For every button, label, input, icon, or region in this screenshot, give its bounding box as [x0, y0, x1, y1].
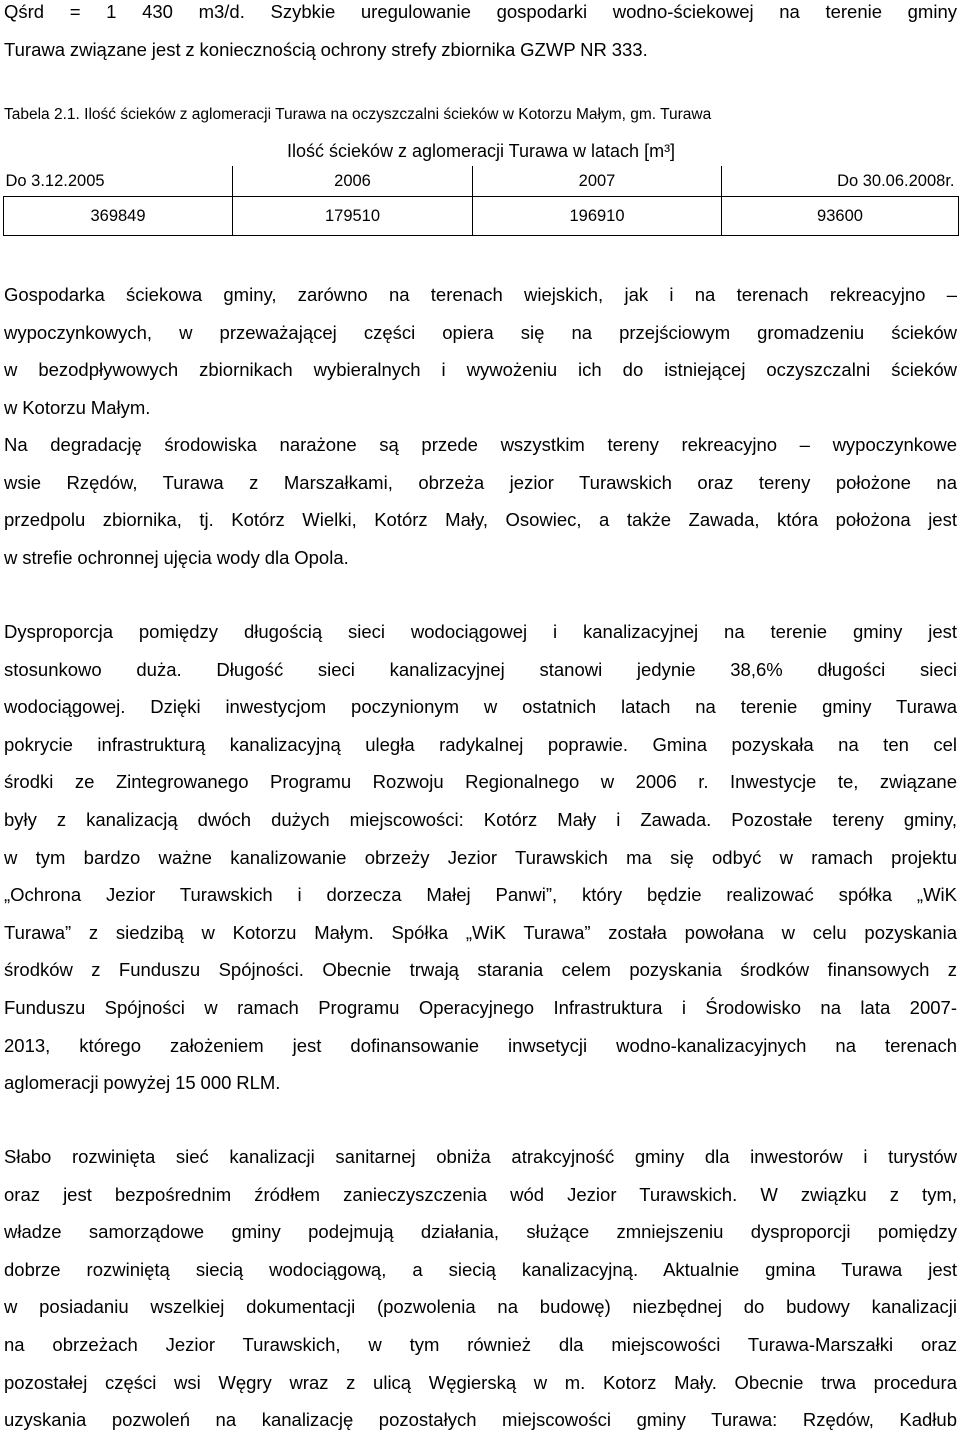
text-line: władze samorządowe gminy podejmują działania, służące zmniejszeniu dysproporcji pomiędzy — [4, 1221, 957, 1243]
text-line: w tym bardzo ważne kanalizowanie obrzeży Jezior Turawskich ma się odbyć w ramach projektu — [4, 846, 957, 868]
text-line: uzyskania pozwoleń na kanalizację pozostałych miejscowości gminy Turawa: Rzędów, Kadłub — [4, 1409, 957, 1431]
text-line: pokrycie infrastrukturą kanalizacyjną uległa radykalnej poprawie. Gmina pozyskała na ten cel — [4, 733, 957, 755]
text-line: w posiadaniu wszelkiej dokumentacji (pozwolenia na budowę) niezbędnej do budowy kanalizacji — [4, 1296, 957, 1318]
table-header: Ilość ścieków z aglomeracji Turawa w latach [m³] — [286, 140, 676, 161]
text-line: Qśrd = 1 430 m3/d. Szybkie uregulowanie gospodarki wodno-ściekowej na terenie gminy — [4, 1, 957, 22]
text-line: w bezodpływowych zbiornikach wybieralnych i wywożeniu ich do istniejącej oczyszczalni ścieków — [4, 359, 957, 381]
text-line: dobrze rozwiniętą siecią wodociągową, a siecią kanalizacyjną. Aktualnie gmina Turawa jest — [4, 1258, 957, 1280]
text-line: w Kotorzu Małym. — [4, 396, 151, 418]
table-cell: 196910 — [473, 197, 722, 236]
table-cell: 179510 — [233, 197, 473, 236]
text-line: Turawa” z siedzibą w Kotorzu Małym. Spółka „WiK Turawa” została powołana w celu pozyskania — [4, 921, 957, 943]
column-header: 2006 — [233, 166, 473, 197]
text-line: pozostałej części wsi Węgry wraz z ulicą Węgierską w m. Kotorz Mały. Obecnie trwa procedura — [4, 1371, 957, 1393]
text-line: wypoczynkowych, w przeważającej części opiera się na przejściowym gromadzeniu ścieków — [4, 321, 957, 343]
text-line: były z kanalizacją dwóch dużych miejscowości: Kotórz Mały i Zawada. Pozostałe tereny gminy, — [4, 808, 957, 830]
column-header: Do 30.06.2008r. — [722, 166, 959, 197]
text-line: stosunkowo duża. Długość sieci kanalizacyjnej stanowi jedynie 38,6% długości sieci — [4, 658, 957, 680]
text-line: środków z Funduszu Spójności. Obecnie trwają starania celem pozyskania środków finansowych z — [4, 959, 957, 981]
text-line: Funduszu Spójności w ramach Programu Operacyjnego Infrastruktura i Środowisko na lata 2007- — [4, 996, 957, 1018]
column-header: Do 3.12.2005 — [5, 171, 105, 190]
text-line: „Ochrona Jezior Turawskich i dorzecza Małej Panwi”, który będzie realizować spółka „WiK — [4, 884, 957, 906]
paragraph-wastewater-management — [0, 276, 960, 426]
text-line: wsie Rzędów, Turawa z Marszałkami, obrzeża jezior Turawskich oraz tereny położone na — [4, 471, 957, 493]
text-line: w strefie ochronnej ujęcia wody dla Opola. — [4, 546, 349, 568]
text-line: Słabo rozwinięta sieć kanalizacji sanitarnej obniża atrakcyjność gminy dla inwestorów i turystów — [4, 1146, 957, 1167]
paragraph-degradation — [0, 426, 960, 576]
paragraph-disproportion — [0, 613, 960, 1102]
table-cell: 369849 — [4, 197, 233, 236]
text-line: wodociągowej. Dzięki inwestycjom poczynionym w ostatnich latach na terenie gminy Turawa — [4, 696, 957, 718]
intro-paragraph — [0, 0, 960, 68]
text-line: środki ze Zintegrowanego Programu Rozwoju Regionalnego w 2006 r. Inwestycje te, związane — [4, 771, 957, 793]
text-line: Gospodarka ściekowa gminy, zarówno na terenach wiejskich, jak i na terenach rekreacyjno – — [4, 284, 957, 305]
sewage-table — [0, 136, 960, 236]
text-line: Dysproporcja pomiędzy długością sieci wodociągowej i kanalizacyjnej na terenie gminy jest — [4, 621, 957, 642]
text-line: Na degradację środowiska narażone są przede wszystkim tereny rekreacyjno – wypoczynkowe — [4, 434, 957, 455]
text-line: przedpolu zbiornika, tj. Kotórz Wielki, Kotórz Mały, Osowiec, a także Zawada, która położona jest — [4, 509, 957, 531]
table-caption: Tabela 2.1. Ilość ścieków z aglomeracji Turawa na oczyszczalni ścieków w Kotorzu Małym, gm. Turawa — [4, 106, 712, 123]
text-line: aglomeracji powyżej 15 000 RLM. — [4, 1072, 281, 1094]
table-row — [4, 197, 959, 236]
table-cell: 93600 — [722, 197, 959, 236]
text-line: oraz jest bezpośrednim źródłem zanieczyszczenia wód Jezior Turawskich. W związku z tym, — [4, 1183, 957, 1205]
text-line: 2013, którego założeniem jest dofinansowanie inwsetycji wodno-kanalizacyjnych na terenach — [4, 1034, 957, 1056]
column-header: 2007 — [473, 166, 722, 197]
text-line: Turawa związane jest z koniecznością ochrony strefy zbiornika GZWP NR 333. — [4, 38, 648, 60]
paragraph-sanitary-sewage — [0, 1138, 960, 1439]
text-line: na obrzeżach Jezior Turawskich, w tym również dla miejscowości Turawa-Marszałki oraz — [4, 1333, 957, 1355]
